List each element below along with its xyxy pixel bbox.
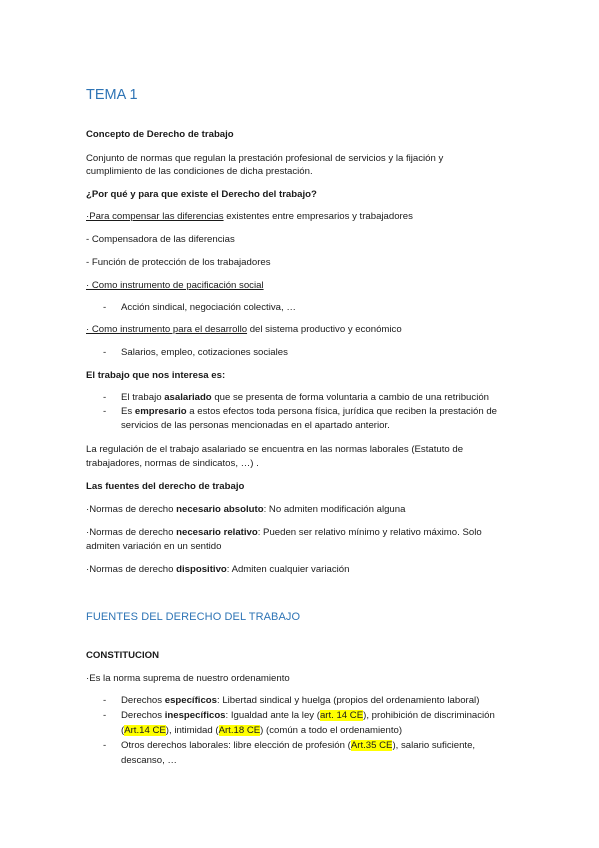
por-que-item5-bullet: Salarios, empleo, cotizaciones sociales bbox=[121, 347, 288, 358]
text: : No admiten modificación alguna bbox=[263, 504, 406, 515]
text: ·Normas de derecho bbox=[86, 527, 177, 538]
por-que-item3: - Función de protección de los trabajadores bbox=[86, 257, 271, 268]
item1-rest: existentes entre empresarios y trabajadores bbox=[223, 211, 413, 222]
bullet-dash: - bbox=[103, 740, 107, 751]
highlighted-article: Art.35 CE bbox=[350, 740, 393, 751]
constitucion-bullet3-line2: descanso, … bbox=[121, 755, 177, 766]
section2-title: FUENTES DEL DERECHO DEL TRABAJO bbox=[86, 611, 301, 623]
bullet-dash: - bbox=[103, 710, 107, 721]
text: Derechos bbox=[121, 710, 165, 721]
fuentes-item2-line2: admiten variación en un sentido bbox=[86, 541, 222, 552]
bullet-dash: - bbox=[103, 695, 107, 706]
text: ), intimidad ( bbox=[165, 725, 219, 736]
item5-rest: del sistema productivo y económico bbox=[247, 324, 402, 335]
text: : Pueden ser relativo mínimo y relativo máximo. Solo bbox=[257, 527, 482, 538]
constitucion-heading: CONSTITUCION bbox=[86, 650, 160, 661]
text: Otros derechos laborales: libre elección de profesión ( bbox=[121, 740, 351, 751]
por-que-item4-bullet: Acción sindical, negociación colectiva, … bbox=[121, 302, 296, 313]
concepto-text-line1: Conjunto de normas que regulan la prestación profesional de servicios y la fijación y bbox=[86, 153, 444, 164]
highlighted-article: Art.14 CE bbox=[124, 725, 166, 736]
text: ), salario suficiente, bbox=[392, 740, 476, 751]
constitucion-line: ·Es la norma suprema de nuestro ordenamiento bbox=[86, 673, 290, 684]
bold-term: inespecíficos bbox=[164, 710, 226, 721]
text: a estos efectos toda persona física, jurídica que reciben la prestación de bbox=[186, 406, 497, 417]
trabajo-bullet2 bbox=[121, 404, 497, 419]
por-que-item2: - Compensadora de las diferencias bbox=[86, 234, 235, 245]
concepto-text-line2: cumplimiento de las condiciones de dicha prestación. bbox=[86, 166, 313, 177]
highlighted-article: Art.18 CE bbox=[218, 725, 261, 736]
bullet-dash: - bbox=[103, 406, 107, 417]
por-que-item1 bbox=[86, 209, 413, 224]
text: ), prohibición de discriminación bbox=[363, 710, 495, 721]
item5-underlined: · Como instrumento para el desarrollo bbox=[86, 324, 248, 335]
bold-term: necesario relativo bbox=[176, 527, 258, 538]
text: Derechos bbox=[121, 695, 165, 706]
item1-underlined: ·Para compensar las diferencias bbox=[86, 211, 224, 222]
text: : Libertad sindical y huelga (propios del ordenamiento laboral) bbox=[217, 695, 480, 706]
regulacion-line1: La regulación de el trabajo asalariado se encuentra en las normas laborales (Estatuto de bbox=[86, 444, 464, 455]
concepto-heading: Concepto de Derecho de trabajo bbox=[86, 129, 234, 140]
trabajo-heading: El trabajo que nos interesa es: bbox=[86, 370, 226, 381]
tema-title: TEMA 1 bbox=[86, 87, 138, 103]
trabajo-bullet1 bbox=[121, 390, 489, 405]
por-que-heading: ¿Por qué y para que existe el Derecho del trabajo? bbox=[86, 189, 317, 200]
bullet-dash: - bbox=[103, 392, 107, 403]
bold-term: específicos bbox=[164, 695, 217, 706]
fuentes-heading: Las fuentes del derecho de trabajo bbox=[86, 481, 245, 492]
text: ( bbox=[121, 725, 125, 736]
constitucion-bullet2-line2 bbox=[121, 723, 402, 738]
constitucion-bullet2 bbox=[121, 708, 495, 723]
bold-term: asalariado bbox=[164, 392, 212, 403]
text: : Admiten cualquier variación bbox=[226, 564, 350, 575]
bullet-dash: - bbox=[103, 347, 107, 358]
regulacion-line2: trabajadores, normas de sindicatos, …) . bbox=[86, 458, 259, 469]
bold-term: dispositivo bbox=[176, 564, 227, 575]
constitucion-bullet1 bbox=[121, 693, 479, 708]
text: ) (común a todo el ordenamiento) bbox=[260, 725, 403, 736]
text: Es bbox=[121, 406, 135, 417]
bullet-dash: - bbox=[103, 302, 107, 313]
por-que-item5 bbox=[86, 322, 402, 337]
constitucion-bullet3 bbox=[121, 738, 475, 753]
highlighted-article: art. 14 CE bbox=[319, 710, 364, 721]
trabajo-bullet2-line2: servicios de las personas mencionadas en el apartado anterior. bbox=[121, 420, 390, 431]
fuentes-item1 bbox=[86, 502, 405, 517]
fuentes-item2 bbox=[86, 525, 482, 540]
text: que se presenta de forma voluntaria a cambio de una retribución bbox=[211, 392, 489, 403]
bold-term: empresario bbox=[134, 406, 187, 417]
text: El trabajo bbox=[121, 392, 165, 403]
text: ·Normas de derecho bbox=[86, 564, 177, 575]
text: : Igualdad ante la ley ( bbox=[225, 710, 320, 721]
fuentes-item3 bbox=[86, 562, 349, 577]
text: ·Normas de derecho bbox=[86, 504, 177, 515]
por-que-item4: · Como instrumento de pacificación social bbox=[86, 280, 264, 291]
bold-term: necesario absoluto bbox=[176, 504, 264, 515]
